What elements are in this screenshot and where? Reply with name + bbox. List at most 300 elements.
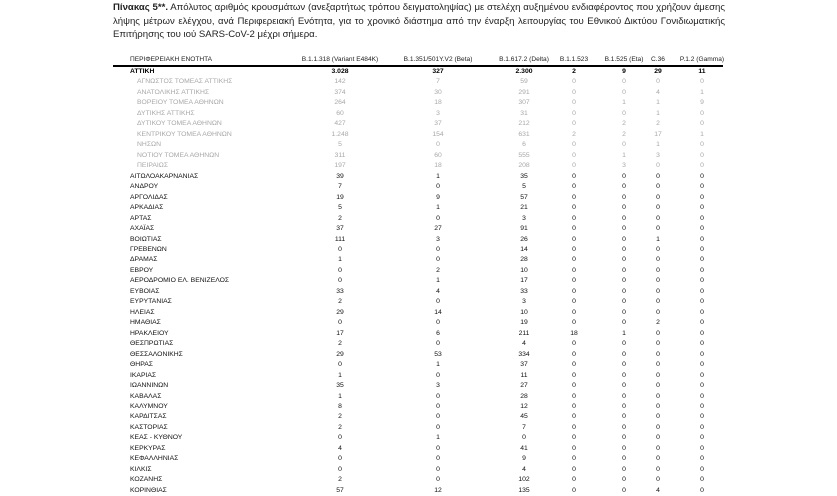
cell-value: 0 (656, 350, 660, 358)
cell-value: 0 (700, 193, 704, 201)
cell-value: 0 (572, 235, 576, 243)
cell-value: 2.300 (515, 68, 533, 75)
cell-value: 0 (338, 245, 342, 253)
cell-value: 0 (700, 434, 704, 442)
table-row (113, 329, 723, 339)
region-name: ΚΑΡΔΙΤΣΑΣ (130, 413, 167, 421)
cell-value: 0 (572, 403, 576, 410)
cell-value: 2 (572, 68, 576, 75)
cell-value: 5 (338, 204, 342, 212)
caption-text: Απόλυτος αριθμός κρουσμάτων (ανεξαρτήτως τρόπου δειγματοληψίας) με στελέχη αυξημένου ενδιαφέροντος που χρήζουν άμεσης λήψης μέτρων ελέγχου, ανά Περιφερειακή Ενότητα, για το χρονικό διάστημα από την έναρξη λειτουργίας του Εθνικού Δικτύου Γονιδιωματικής Επιτήρησης του ιού SARS-CoV-2 μέχρι σήμερα. (113, 2, 725, 41)
cell-value: 111 (334, 235, 346, 243)
cell-value: 0 (656, 465, 660, 473)
cell-value: 0 (622, 382, 626, 390)
cell-value: 1.248 (331, 130, 349, 138)
region-name: ΑΤΤΙΚΗ (130, 68, 155, 75)
table-row (113, 193, 723, 203)
cell-value: 0 (436, 183, 440, 191)
cell-value: 18 (570, 329, 578, 337)
cell-value: 3 (622, 162, 626, 170)
cell-value: 327 (432, 68, 444, 75)
cell-value: 4 (338, 444, 342, 452)
cell-value: 1 (436, 172, 440, 180)
cell-value: 1 (622, 151, 626, 159)
cell-value: 311 (334, 151, 346, 159)
cell-value: 9 (622, 68, 626, 75)
cell-value: 0 (572, 350, 576, 358)
cell-value: 0 (622, 214, 626, 222)
cell-value: 0 (436, 423, 440, 431)
cell-value: 0 (700, 235, 704, 243)
cell-value: 2 (572, 130, 576, 138)
region-name: ΘΗΡΑΣ (130, 361, 153, 369)
variants-table (113, 55, 723, 496)
header-gamma: P.1.2 (Gamma) (679, 56, 725, 63)
table-row (113, 444, 723, 454)
cell-value: 0 (700, 141, 704, 149)
table-subrow (113, 151, 723, 161)
cell-value: 0 (700, 423, 704, 431)
region-name: ΚΕΑΣ - ΚΥΘΝΟΥ (130, 434, 183, 442)
cell-value: 2 (622, 120, 626, 128)
cell-value: 0 (622, 371, 626, 379)
cell-value: 0 (436, 455, 440, 463)
cell-value: 4 (656, 88, 660, 96)
cell-value: 0 (700, 392, 704, 400)
table-row (113, 308, 723, 318)
table-row (113, 255, 723, 265)
cell-value: 1 (338, 371, 342, 379)
cell-value: 307 (518, 99, 530, 107)
cell-value: 0 (338, 277, 342, 285)
cell-value: 0 (436, 319, 440, 327)
cell-value: 5 (338, 141, 342, 149)
cell-value: 0 (622, 172, 626, 180)
cell-value: 0 (572, 120, 576, 128)
cell-value: 2 (338, 298, 342, 306)
header-delta: B.1.617.2 (Delta) (499, 56, 549, 63)
cell-value: 0 (572, 141, 576, 149)
table-row (113, 423, 723, 433)
cell-value: 1 (436, 434, 440, 442)
cell-value: 0 (572, 382, 576, 390)
cell-value: 3 (436, 109, 440, 117)
table-row (113, 392, 723, 402)
cell-value: 0 (436, 476, 440, 484)
cell-value: 10 (520, 308, 528, 316)
cell-value: 7 (338, 183, 342, 191)
table-row (113, 67, 723, 77)
cell-value: 0 (656, 413, 660, 421)
cell-value: 0 (700, 245, 704, 253)
cell-value: 0 (622, 444, 626, 452)
cell-value: 12 (520, 403, 528, 410)
cell-value: 0 (572, 172, 576, 180)
cell-value: 59 (520, 78, 528, 86)
cell-value: 17 (520, 277, 528, 285)
cell-value: 0 (572, 151, 576, 159)
header-eta: B.1.525 (Eta) (604, 56, 644, 63)
cell-value: 26 (520, 235, 528, 243)
cell-value: 0 (622, 256, 626, 264)
cell-value: 0 (436, 141, 440, 149)
cell-value: 0 (572, 371, 576, 379)
cell-value: 0 (436, 298, 440, 306)
cell-value: 1 (436, 361, 440, 369)
cell-value: 0 (700, 120, 704, 128)
region-name: ΑΡΤΑΣ (130, 214, 152, 222)
cell-value: 4 (436, 287, 440, 295)
cell-value: 0 (572, 361, 576, 369)
cell-value: 427 (334, 120, 346, 128)
cell-value: 8 (338, 403, 342, 410)
cell-value: 19 (520, 319, 528, 327)
cell-value: 0 (572, 455, 576, 463)
cell-value: 631 (518, 130, 530, 138)
table-row (113, 235, 723, 245)
cell-value: 0 (700, 361, 704, 369)
cell-value: 0 (656, 245, 660, 253)
table-row (113, 486, 723, 496)
cell-value: 60 (336, 109, 344, 117)
cell-value: 0 (622, 423, 626, 431)
cell-value: 31 (520, 109, 528, 117)
cell-value: 3 (656, 151, 660, 159)
region-name: ΕΥΡΥΤΑΝΙΑΣ (130, 298, 172, 306)
cell-value: 0 (622, 413, 626, 421)
cell-value: 0 (622, 225, 626, 233)
table-row (113, 276, 723, 286)
table-row (113, 360, 723, 370)
cell-value: 142 (334, 78, 346, 86)
cell-value: 3.028 (331, 68, 349, 75)
cell-value: 334 (518, 350, 530, 358)
cell-value: 0 (622, 109, 626, 117)
cell-value: 0 (338, 319, 342, 327)
cell-value: 0 (700, 465, 704, 473)
table-row (113, 224, 723, 234)
cell-value: 39 (336, 172, 344, 180)
cell-value: 7 (522, 423, 526, 431)
table-subrow (113, 140, 723, 150)
cell-value: 0 (622, 319, 626, 327)
cell-value: 9 (700, 99, 704, 107)
cell-value: 0 (436, 340, 440, 348)
cell-value: 1 (436, 277, 440, 285)
cell-value: 0 (572, 88, 576, 96)
cell-value: 0 (656, 371, 660, 379)
cell-value: 0 (572, 277, 576, 285)
cell-value: 0 (700, 78, 704, 86)
region-name: ΔΥΤΙΚΟΥ ΤΟΜΕΑ ΑΘΗΝΩΝ (137, 120, 222, 128)
cell-value: 17 (336, 329, 344, 337)
table-row (113, 475, 723, 485)
cell-value: 2 (436, 266, 440, 274)
region-name: ΚΙΛΚΙΣ (130, 465, 152, 473)
cell-value: 1 (700, 88, 704, 96)
cell-value: 0 (522, 434, 526, 442)
cell-value: 27 (434, 225, 442, 233)
cell-value: 0 (622, 266, 626, 274)
cell-value: 9 (522, 455, 526, 463)
cell-value: 14 (434, 308, 442, 316)
cell-value: 0 (338, 434, 342, 442)
cell-value: 0 (436, 245, 440, 253)
table-row (113, 371, 723, 381)
region-name: ΔΡΑΜΑΣ (130, 256, 158, 264)
cell-value: 37 (336, 225, 344, 233)
cell-value: 1 (656, 141, 660, 149)
cell-value: 0 (622, 204, 626, 212)
cell-value: 0 (656, 287, 660, 295)
table-subrow (113, 98, 723, 108)
cell-value: 11 (520, 371, 528, 379)
cell-value: 0 (572, 109, 576, 117)
cell-value: 29 (654, 68, 662, 75)
region-name: ΙΚΑΡΙΑΣ (130, 371, 157, 379)
cell-value: 0 (656, 172, 660, 180)
cell-value: 291 (518, 88, 530, 96)
cell-value: 0 (700, 308, 704, 316)
cell-value: 264 (334, 99, 346, 107)
cell-value: 37 (520, 361, 528, 369)
table-row (113, 172, 723, 182)
cell-value: 0 (700, 162, 704, 170)
table-subrow (113, 161, 723, 171)
cell-value: 0 (656, 329, 660, 337)
cell-value: 1 (436, 204, 440, 212)
cell-value: 0 (700, 277, 704, 285)
cell-value: 11 (698, 68, 706, 75)
cell-value: 2 (338, 214, 342, 222)
table-row (113, 339, 723, 349)
cell-value: 0 (700, 225, 704, 233)
cell-value: 0 (700, 455, 704, 463)
cell-value: 0 (700, 444, 704, 452)
cell-value: 0 (572, 444, 576, 452)
cell-value: 0 (622, 141, 626, 149)
cell-value: 4 (656, 486, 660, 494)
cell-value: 197 (334, 162, 346, 170)
cell-value: 0 (622, 340, 626, 348)
table-row (113, 318, 723, 328)
cell-value: 0 (572, 476, 576, 484)
cell-value: 21 (520, 204, 528, 212)
cell-value: 57 (520, 193, 528, 201)
cell-value: 374 (334, 88, 346, 96)
cell-value: 0 (572, 392, 576, 400)
cell-value: 0 (622, 78, 626, 86)
cell-value: 35 (520, 172, 528, 180)
cell-value: 0 (656, 476, 660, 484)
cell-value: 35 (336, 382, 344, 390)
cell-value: 0 (436, 413, 440, 421)
cell-value: 212 (518, 120, 530, 128)
cell-value: 0 (572, 287, 576, 295)
cell-value: 3 (522, 298, 526, 306)
cell-value: 1 (338, 392, 342, 400)
cell-value: 0 (572, 256, 576, 264)
cell-value: 4 (522, 340, 526, 348)
cell-value: 0 (622, 486, 626, 494)
cell-value: 0 (656, 403, 660, 410)
cell-value: 33 (336, 287, 344, 295)
cell-value: 0 (700, 172, 704, 180)
cell-value: 0 (622, 392, 626, 400)
cell-value: 0 (700, 287, 704, 295)
table-caption (113, 1, 725, 42)
cell-value: 0 (656, 455, 660, 463)
cell-value: 0 (656, 277, 660, 285)
table-row (113, 465, 723, 475)
region-name: ΗΡΑΚΛΕΙΟΥ (130, 329, 169, 337)
cell-value: 0 (622, 350, 626, 358)
cell-value: 2 (656, 120, 660, 128)
cell-value: 45 (520, 413, 528, 421)
cell-value: 53 (434, 350, 442, 358)
cell-value: 0 (436, 465, 440, 473)
cell-value: 135 (518, 486, 530, 494)
cell-value: 0 (700, 319, 704, 327)
table-row (113, 297, 723, 307)
cell-value: 0 (656, 382, 660, 390)
cell-value: 0 (572, 214, 576, 222)
cell-value: 0 (572, 298, 576, 306)
cell-value: 0 (436, 256, 440, 264)
cell-value: 0 (338, 266, 342, 274)
table-row (113, 454, 723, 464)
region-name: ΚΑΣΤΟΡΙΑΣ (130, 423, 168, 431)
cell-value: 0 (622, 455, 626, 463)
region-name: ΕΥΒΟΙΑΣ (130, 287, 160, 295)
cell-value: 0 (572, 225, 576, 233)
cell-value: 0 (572, 308, 576, 316)
cell-value: 0 (656, 204, 660, 212)
cell-value: 17 (654, 130, 662, 138)
cell-value: 102 (518, 476, 530, 484)
cell-value: 14 (520, 245, 528, 253)
table-row (113, 182, 723, 192)
cell-value: 18 (434, 162, 442, 170)
cell-value: 0 (700, 298, 704, 306)
header-region: ΠΕΡΙΦΕΡΕΙΑΚΗ ΕΝΟΤΗΤΑ (130, 56, 213, 63)
cell-value: 1 (338, 256, 342, 264)
cell-value: 3 (436, 382, 440, 390)
table-row (113, 203, 723, 213)
cell-value: 29 (336, 308, 344, 316)
cell-value: 0 (700, 183, 704, 191)
region-name: ΚΑΒΑΛΑΣ (130, 392, 162, 400)
cell-value: 0 (622, 88, 626, 96)
header-b11318: B.1.1.318 (Variant E484K) (301, 56, 379, 63)
region-name: ΚΟΡΙΝΘΙΑΣ (130, 486, 167, 494)
header-beta: B.1.351/501Y.V2 (Beta) (403, 56, 473, 63)
region-name: ΑΝΑΤΟΛΙΚΗΣ ΑΤΤΙΚΗΣ (137, 88, 210, 96)
cell-value: 2 (656, 319, 660, 327)
table-body (113, 67, 723, 496)
cell-value: 154 (432, 130, 444, 138)
region-name: ΒΟΡΕΙΟΥ ΤΟΜΕΑ ΑΘΗΝΩΝ (137, 99, 224, 107)
table-subrow (113, 119, 723, 129)
cell-value: 0 (436, 444, 440, 452)
region-name: ΚΕΡΚΥΡΑΣ (130, 444, 166, 452)
cell-value: 0 (572, 423, 576, 431)
cell-value: 5 (522, 183, 526, 191)
cell-value: 0 (622, 308, 626, 316)
cell-value: 0 (700, 413, 704, 421)
cell-value: 2 (338, 476, 342, 484)
cell-value: 3 (522, 214, 526, 222)
region-name: ΘΕΣΣΑΛΟΝΙΚΗΣ (130, 350, 183, 358)
cell-value: 2 (622, 130, 626, 138)
cell-value: 0 (572, 266, 576, 274)
cell-value: 0 (436, 403, 440, 410)
cell-value: 0 (700, 151, 704, 159)
cell-value: 0 (622, 298, 626, 306)
cell-value: 29 (336, 350, 344, 358)
cell-value: 2 (338, 423, 342, 431)
cell-value: 0 (572, 204, 576, 212)
cell-value: 0 (622, 193, 626, 201)
table-row (113, 245, 723, 255)
cell-value: 0 (436, 214, 440, 222)
cell-value: 7 (436, 78, 440, 86)
cell-value: 0 (700, 329, 704, 337)
cell-value: 0 (656, 340, 660, 348)
cell-value: 28 (520, 392, 528, 400)
cell-value: 0 (700, 350, 704, 358)
cell-value: 0 (700, 403, 704, 410)
region-name: ΘΕΣΠΡΩΤΙΑΣ (130, 340, 174, 348)
cell-value: 41 (520, 444, 528, 452)
cell-value: 12 (434, 486, 442, 494)
caption-label: Πίνακας 5**. (113, 2, 169, 13)
region-name: ΑΝΔΡΟΥ (130, 183, 159, 191)
table-row (113, 402, 723, 412)
cell-value: 0 (622, 476, 626, 484)
cell-value: 37 (434, 120, 442, 128)
cell-value: 6 (522, 141, 526, 149)
cell-value: 0 (622, 277, 626, 285)
cell-value: 6 (436, 329, 440, 337)
cell-value: 60 (434, 151, 442, 159)
cell-value: 0 (622, 361, 626, 369)
cell-value: 0 (572, 78, 576, 86)
region-name: ΑΙΤΩΛΟΑΚΑΡΝΑΝΙΑΣ (130, 172, 199, 180)
cell-value: 0 (572, 319, 576, 327)
table-subrow (113, 77, 723, 87)
cell-value: 0 (656, 162, 660, 170)
cell-value: 19 (336, 193, 344, 201)
cell-value: 0 (338, 465, 342, 473)
cell-value: 0 (656, 225, 660, 233)
region-name: ΚΑΛΥΜΝΟΥ (130, 403, 168, 410)
region-name: ΝΗΣΩΝ (137, 141, 162, 149)
cell-value: 0 (572, 99, 576, 107)
cell-value: 0 (656, 256, 660, 264)
cell-value: 0 (572, 413, 576, 421)
cell-value: 0 (700, 256, 704, 264)
cell-value: 0 (436, 371, 440, 379)
cell-value: 91 (520, 225, 528, 233)
cell-value: 0 (622, 245, 626, 253)
cell-value: 0 (700, 109, 704, 117)
cell-value: 0 (656, 392, 660, 400)
cell-value: 0 (572, 465, 576, 473)
cell-value: 0 (338, 455, 342, 463)
cell-value: 0 (700, 204, 704, 212)
header-c36: C.36 (651, 56, 665, 63)
